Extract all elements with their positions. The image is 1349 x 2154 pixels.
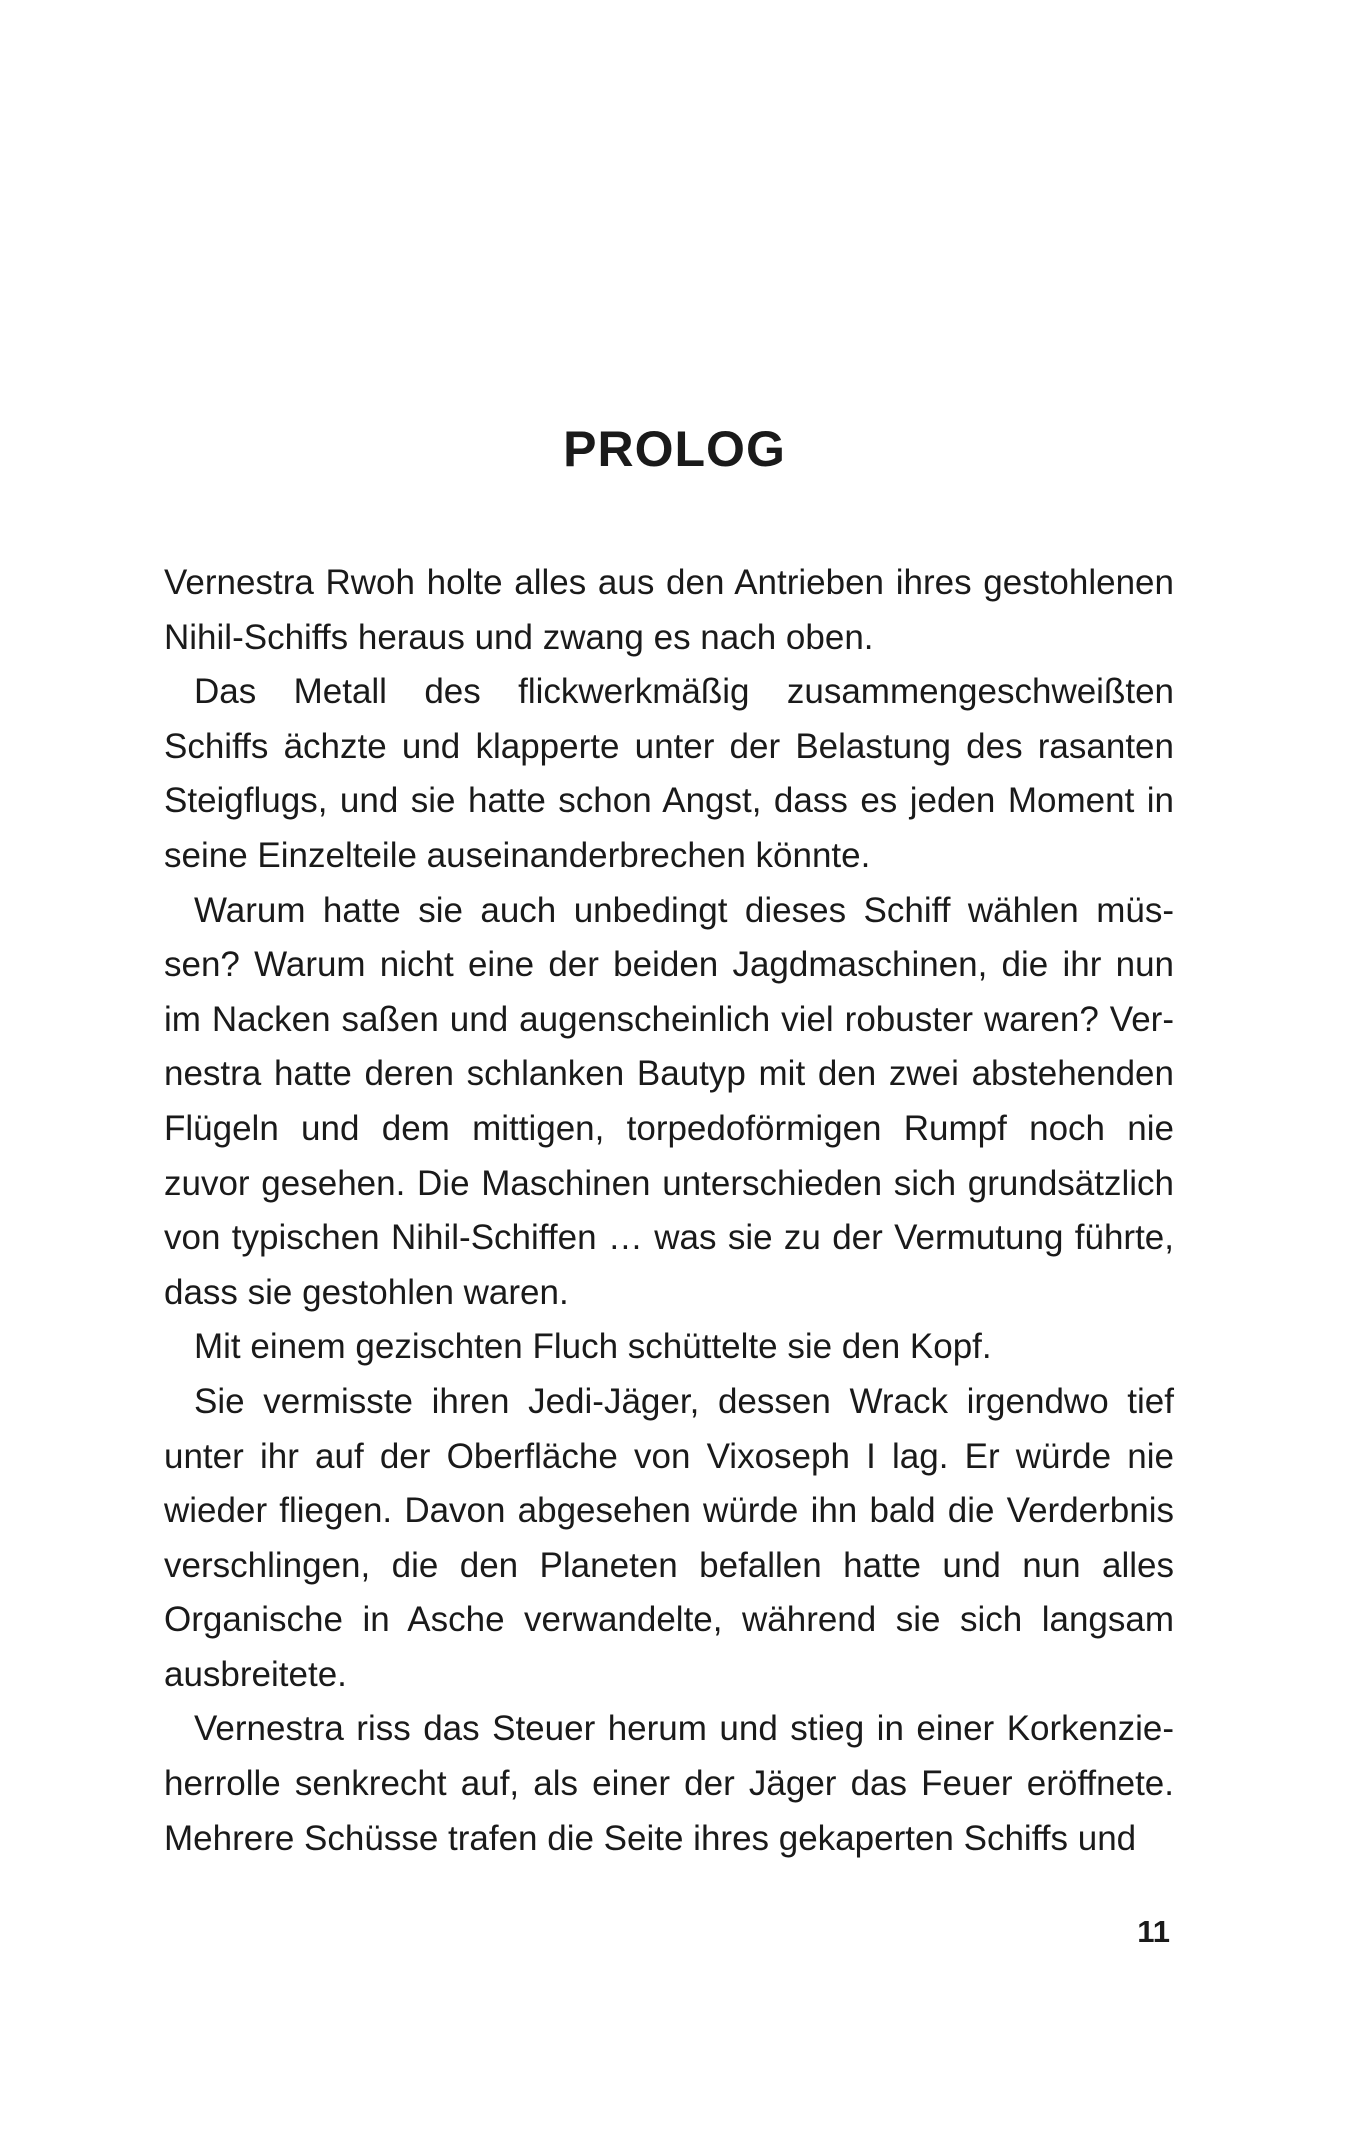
paragraph-5: Sie vermisste ihren Jedi-Jäger, dessen Wrack irgendwo tief unter ihr auf der Oberfläche von Vixoseph I lag. Er würde nie wieder fliegen. Davon abgesehen würde ihn bald die Verderbnis verschlingen, die den Planeten befallen hatte und nun alles Organische in Asche verwandelte, während sie sich langsam ausbreitete. [164,1381,1174,1694]
chapter-body [164,556,1174,1866]
paragraph-1: Vernestra Rwoh holte alles aus den Antrieben ihres gestohlenen Nihil-Schiffs heraus und zwang es nach oben. [164,563,1174,657]
paragraph-4: Mit einem gezischten Fluch schüttelte sie den Kopf. [194,1327,992,1367]
page-number: 11 [1137,1914,1170,1949]
page-title: PROLOG [563,420,786,477]
paragraph-2: Das Metall des flickwerkmäßig zusammengeschweißten Schiffs ächzte und klapperte unter der Belastung des rasanten Steigflugs, und sie hatte schon Angst, dass es jeden Moment in seine Einzelteile auseinanderbrechen könnte. [164,672,1174,875]
paragraph-3: Warum hatte sie auch unbedingt dieses Schiff wählen müssen? Warum nicht eine der beiden Jagdmaschinen, die ihr nun im Nacken saßen und augenscheinlich viel robuster waren? Vernestra hatte deren schlanken Bautyp mit den zwei abstehenden Flügeln und dem mittigen, torpedoförmigen Rumpf noch nie zuvor gesehen. Die Maschinen unterschieden sich grundsätzlich von typischen Nihil-Schiffen … was sie zu der Vermutung führte, dass sie gestohlen waren. [164,890,1174,1312]
paragraph-6: Vernestra riss das Steuer herum und stieg in einer Korkenzieherrolle senkrecht auf, als einer der Jäger das Feuer eröffnete. Mehrere Schüsse trafen die Seite ihres gekaperten Schiffs und [164,1709,1174,1858]
